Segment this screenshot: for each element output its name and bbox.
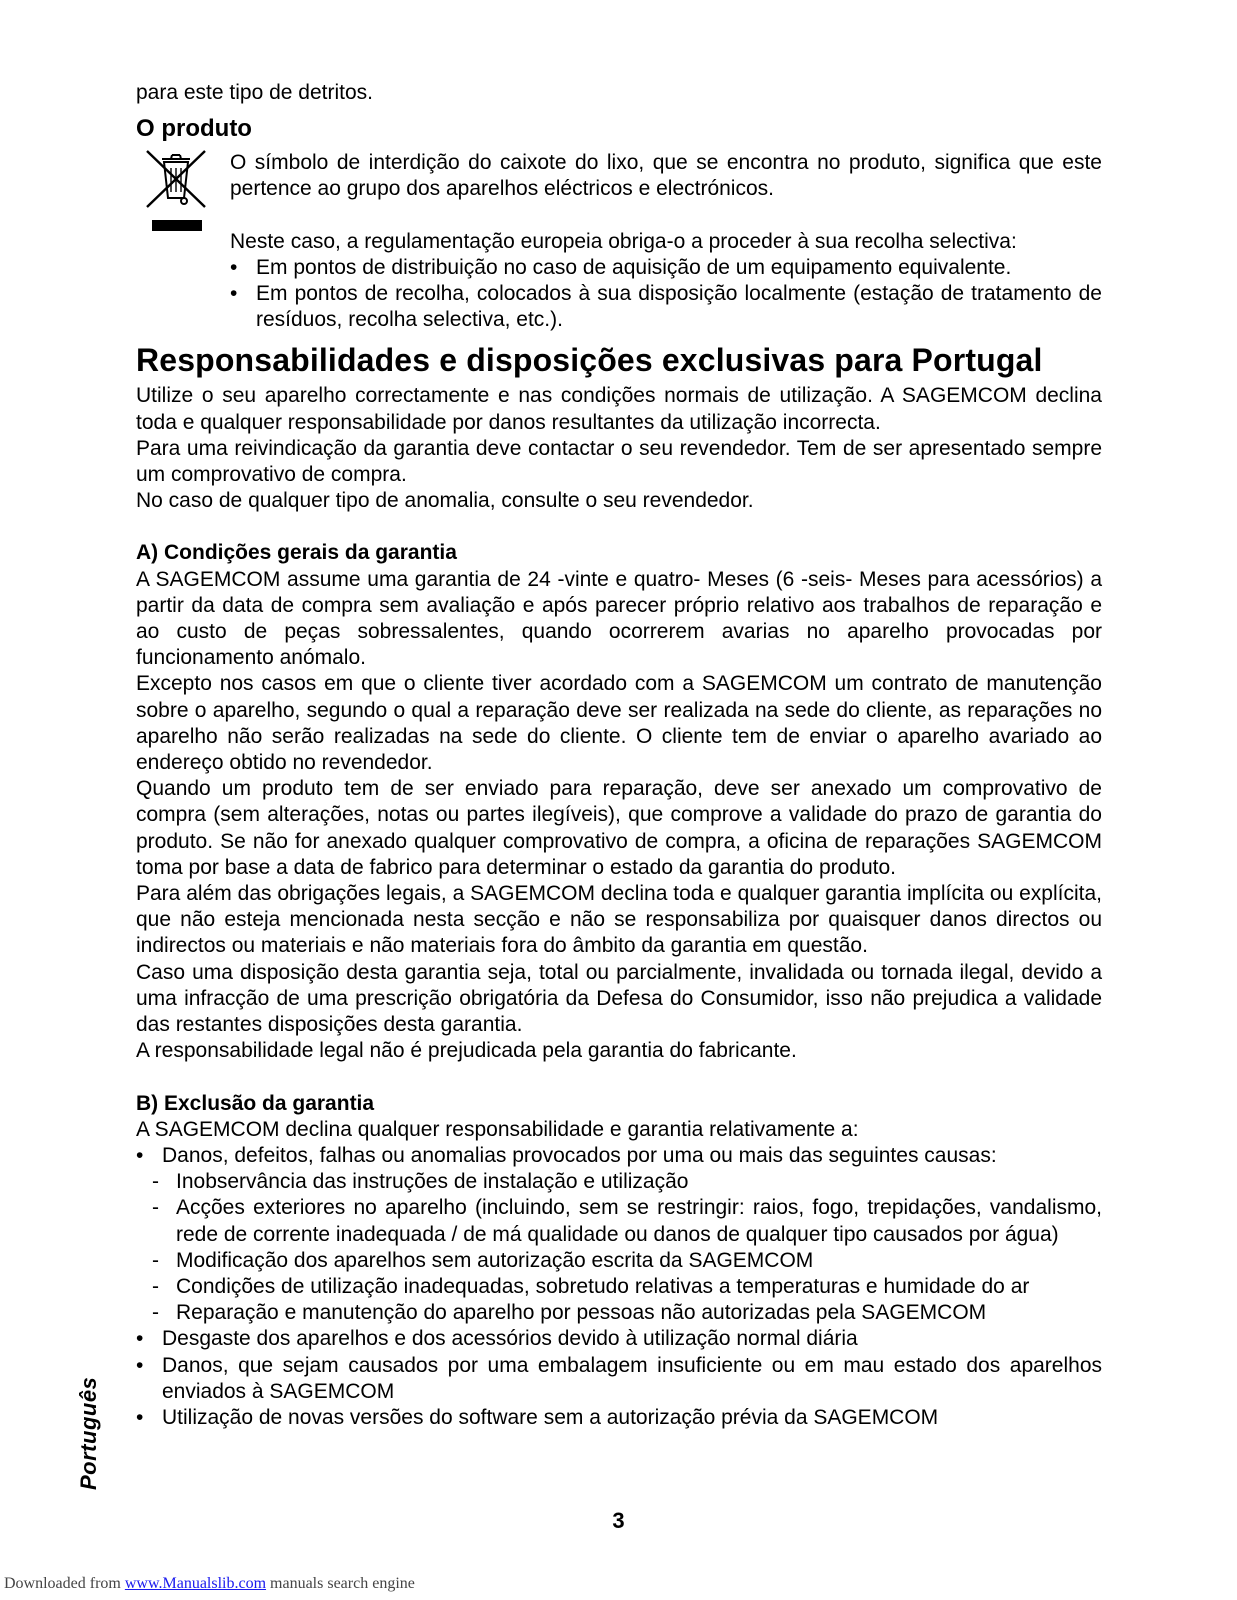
sub-list-item: - Inobservância das instruções de instalação e utilização xyxy=(136,1169,1102,1195)
produto-para-1: O símbolo de interdição do caixote do lixo, que se encontra no produto, significa que este pertence ao grupo dos aparelhos eléctricos e electrónicos. xyxy=(230,151,1102,201)
language-side-label: Português xyxy=(76,1376,101,1490)
sub-list-item: - Acções exteriores no aparelho (incluindo, sem se restringir: raios, fogo, trepidações, vandalismo, rede de corrente inadequada / de má qualidade ou danos de qualquer tipo causados por água) xyxy=(136,1195,1102,1247)
weee-underline-bar xyxy=(152,220,202,231)
produto-block xyxy=(136,150,1102,333)
footer-prefix: Downloaded from xyxy=(4,1575,125,1592)
section-a-para: A SAGEMCOM assume uma garantia de 24 -vinte e quatro- Meses (6 -seis- Meses para acessórios) a partir da data de compra sem avaliação e após parecer próprio relativo aos trabalhos de reparação e ao custo de peças sobressalentes, quando ocorrerem avarias no aparelho provocadas por funcionamento anómalo. xyxy=(136,567,1102,670)
section-b-heading: B) Exclusão da garantia xyxy=(136,1091,375,1115)
sub-list-item: - Modificação dos aparelhos sem autorização escrita da SAGEMCOM xyxy=(136,1248,1102,1274)
produto-heading: O produto xyxy=(136,115,252,143)
page-content xyxy=(136,80,1102,1431)
sub-list-item: - Condições de utilização inadequadas, sobretudo relativas a temperaturas e humidade do ar xyxy=(136,1274,1102,1300)
main-para: Utilize o seu aparelho correctamente e nas condições normais de utilização. A SAGEMCOM declina toda e qualquer responsabilidade por danos resultantes da utilização incorrecta. xyxy=(136,384,1102,434)
footer-suffix: manuals search engine xyxy=(266,1575,415,1592)
main-para: No caso de qualquer tipo de anomalia, consulte o seu revendedor. xyxy=(136,489,754,513)
list-item: • Danos, que sejam causados por uma embalagem insuficiente ou em mau estado dos aparelhos enviados à SAGEMCOM xyxy=(136,1353,1102,1405)
main-para: Para uma reivindicação da garantia deve contactar o seu revendedor. Tem de ser apresentado sempre um comprovativo de compra. xyxy=(136,436,1102,487)
list-item: • Em pontos de distribuição no caso de aquisição de um equipamento equivalente. xyxy=(230,255,1102,281)
sub-list-item: - Reparação e manutenção do aparelho por pessoas não autorizadas pela SAGEMCOM xyxy=(136,1300,1102,1326)
section-a-para: Para além das obrigações legais, a SAGEMCOM declina toda e qualquer garantia implícita ou explícita, que não esteja mencionada nesta secção e não se responsabiliza por quaisquer danos directos ou indirectos ou materiais e não materiais fora do âmbito da garantia em questão. xyxy=(136,882,1102,958)
section-b-bullets-rest xyxy=(136,1326,1102,1431)
manualslib-link[interactable]: www.Manualslib.com xyxy=(124,1575,267,1592)
section-b-intro: A SAGEMCOM declina qualquer responsabilidade e garantia relativamente a: xyxy=(136,1117,859,1141)
section-a-heading: A) Condições gerais da garantia xyxy=(136,541,457,565)
weee-symbol xyxy=(144,148,208,231)
main-heading: Responsabilidades e disposições exclusivas para Portugal xyxy=(136,342,1043,379)
section-b-sub-items xyxy=(136,1169,1102,1326)
list-item: • Em pontos de recolha, colocados à sua disposição localmente (estação de tratamento de resíduos, recolha selectiva, etc.). xyxy=(230,281,1102,333)
page-number: 3 xyxy=(612,1508,625,1533)
section-b-bullets xyxy=(136,1143,1102,1169)
section-a-para: A responsabilidade legal não é prejudicada pela garantia do fabricante. xyxy=(136,1039,797,1063)
download-footer xyxy=(4,1575,415,1593)
section-a-para: Caso uma disposição desta garantia seja, total ou parcialmente, invalidada ou tornada ilegal, devido a uma infracção de uma prescrição obrigatória da Defesa do Consumidor, isso não prejudica a validade das restantes disposições desta garantia. xyxy=(136,960,1102,1037)
section-a-para: Quando um produto tem de ser enviado para reparação, deve ser anexado um comprovativo de compra (sem alterações, notas ou partes ilegíveis), que comprove a validade do prazo de garantia do produto. Se não for anexado qualquer comprovativo de compra, a oficina de reparações SAGEMCOM toma por base a data de fabrico para determinar o estado da garantia do produto. xyxy=(136,777,1102,879)
list-item: • Desgaste dos aparelhos e dos acessórios devido à utilização normal diária xyxy=(136,1326,1102,1352)
list-item: • Utilização de novas versões do software sem a autorização prévia da SAGEMCOM xyxy=(136,1405,1102,1431)
intro-line: para este tipo de detritos. xyxy=(136,81,373,104)
list-item-text: Danos, defeitos, falhas ou anomalias provocados por uma ou mais das seguintes causas: xyxy=(162,1143,997,1167)
crossed-out-wheelie-bin-icon xyxy=(144,148,208,210)
list-item xyxy=(136,1143,1102,1169)
produto-bullets xyxy=(230,255,1102,334)
section-a-para: Excepto nos casos em que o cliente tiver acordado com a SAGEMCOM um contrato de manutenção sobre o aparelho, segundo o qual a reparação deve ser realizada na sede do cliente, as reparações no aparelho não serão realizadas na sede do cliente. O cliente tem de enviar o aparelho avariado ao endereço obtido no revendedor. xyxy=(136,672,1102,775)
produto-para-2: Neste caso, a regulamentação europeia obriga-o a proceder à sua recolha selectiva: xyxy=(230,229,1017,253)
